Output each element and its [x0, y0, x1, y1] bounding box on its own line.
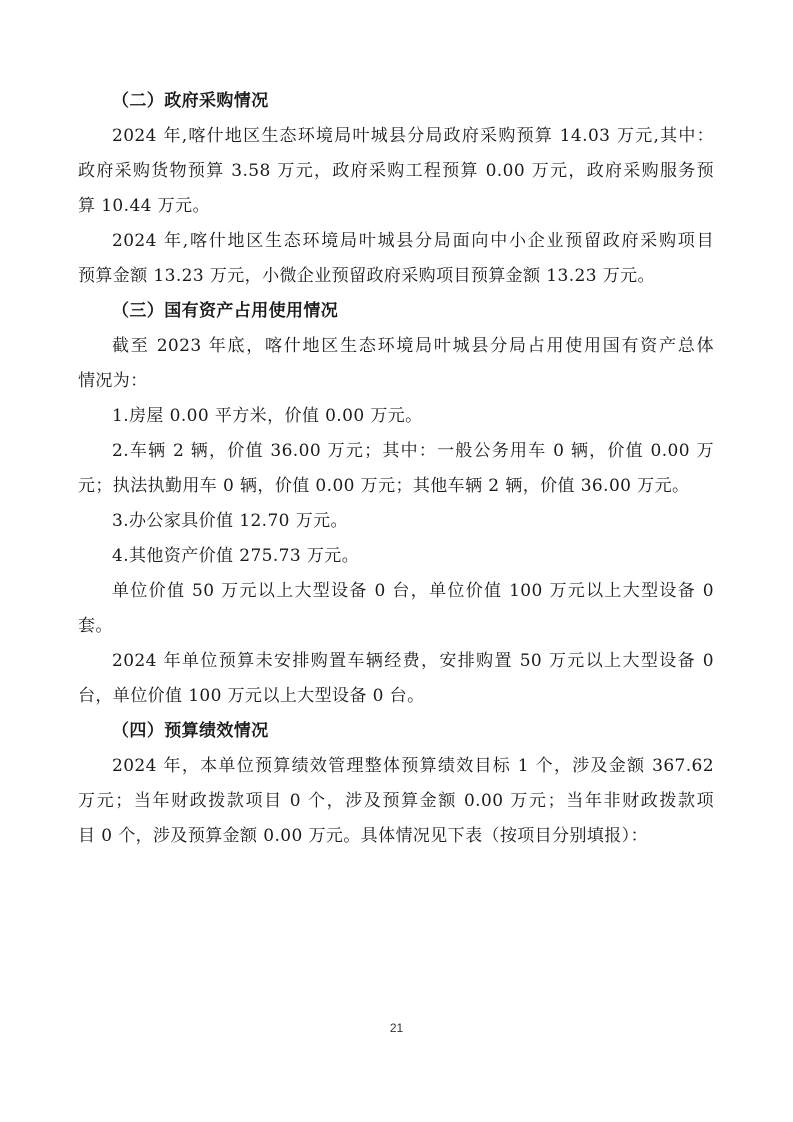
section-heading-performance: （四）预算绩效情况 — [112, 721, 269, 741]
paragraph-line: 算 10.44 万元。 — [78, 196, 210, 216]
page-number: 21 — [389, 1021, 404, 1035]
paragraph-line: 万元；当年财政拨款项目 0 个，涉及预算金额 0.00 万元；当年非财政拨款项 — [78, 791, 714, 811]
paragraph-line: 目 0 个，涉及预算金额 0.00 万元。具体情况见下表（按项目分别填报）： — [78, 826, 648, 846]
paragraph-line: 情况为： — [78, 371, 148, 391]
paragraph-line: 2024 年,喀什地区生态环境局叶城县分局面向中小企业预留政府采购项目 — [112, 231, 714, 251]
asset-item-buildings: 1.房屋 0.00 平方米，价值 0.00 万元。 — [112, 406, 423, 426]
asset-item-furniture: 3.办公家具价值 12.70 万元。 — [112, 511, 348, 531]
section-heading-assets: （三）国有资产占用使用情况 — [112, 301, 339, 321]
paragraph-line: 政府采购货物预算 3.58 万元，政府采购工程预算 0.00 万元，政府采购服务预 — [78, 161, 714, 181]
paragraph-line: 单位价值 50 万元以上大型设备 0 台，单位价值 100 万元以上大型设备 0 — [112, 581, 714, 601]
paragraph-line: 元；执法执勤用车 0 辆，价值 0.00 万元；其他车辆 2 辆，价值 36.00 万元。 — [78, 476, 690, 496]
paragraph-line: 台，单位价值 100 万元以上大型设备 0 台。 — [78, 686, 425, 706]
paragraph-line: 截至 2023 年底，喀什地区生态环境局叶城县分局占用使用国有资产总体 — [112, 336, 714, 356]
paragraph-line: 2024 年单位预算未安排购置车辆经费，安排购置 50 万元以上大型设备 0 — [112, 651, 714, 671]
paragraph-line: 预算金额 13.23 万元，小微企业预留政府采购项目预算金额 13.23 万元。 — [78, 266, 655, 286]
paragraph-line: 套。 — [78, 616, 113, 636]
paragraph-line: 2024 年，本单位预算绩效管理整体预算绩效目标 1 个，涉及金额 367.62 — [112, 756, 714, 776]
document-body — [78, 84, 714, 854]
paragraph-line: 2024 年,喀什地区生态环境局叶城县分局政府采购预算 14.03 万元,其中： — [112, 126, 714, 146]
section-heading-procurement: （二）政府采购情况 — [112, 91, 269, 111]
asset-item-vehicles: 2.车辆 2 辆，价值 36.00 万元；其中：一般公务用车 0 辆，价值 0.00 万 — [112, 441, 714, 461]
asset-item-other: 4.其他资产价值 275.73 万元。 — [112, 546, 360, 566]
